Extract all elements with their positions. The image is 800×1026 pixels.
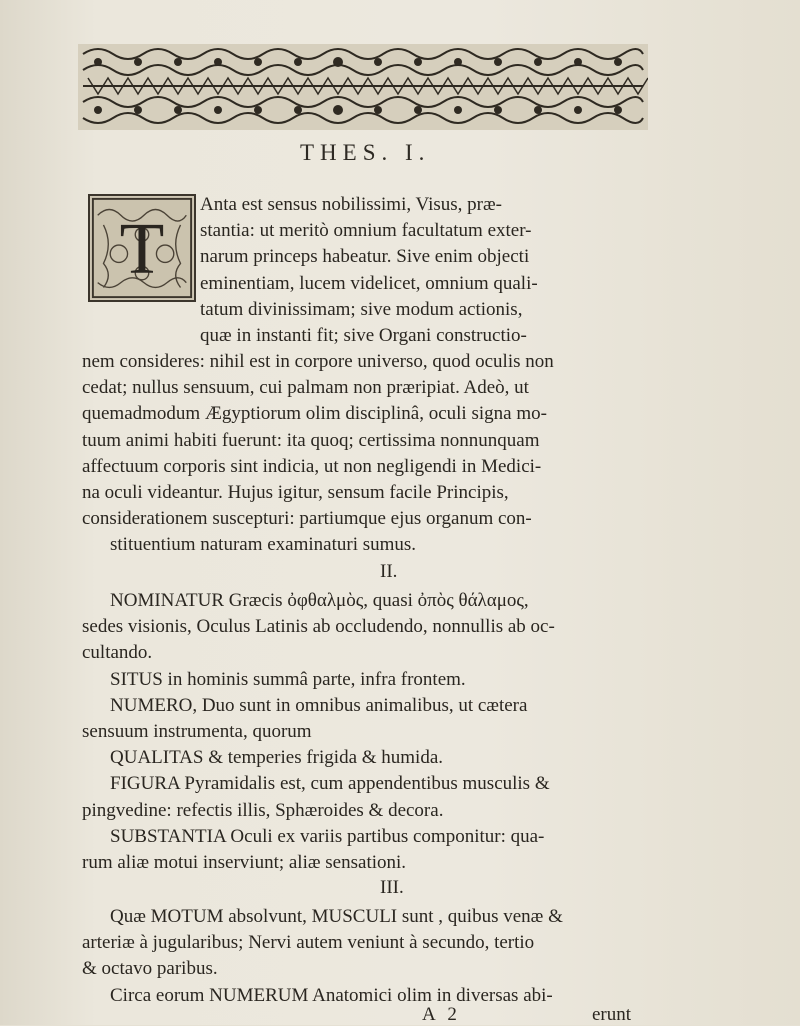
- section-numeral-3: III.: [380, 877, 404, 898]
- text-line: eminentiam, lucem videlicet, omnium quali-: [200, 272, 538, 294]
- text-line: Anta est sensus nobilissimi, Visus, præ-: [200, 194, 502, 215]
- text-line: considerationem suscepturi: partiumque ejus organum con-: [82, 508, 532, 530]
- text-line: sedes visionis, Oculus Latinis ab occludendo, nonnullis ab oc-: [82, 616, 555, 638]
- text-line: FIGURA Pyramidalis est, cum appendentibus musculis &: [110, 773, 550, 795]
- signature-mark: A 2: [422, 1004, 461, 1025]
- ornament-band-graphic: [78, 44, 648, 130]
- text-line: SUBSTANTIA Oculi ex variis partibus componitur: qua-: [110, 825, 545, 847]
- section-2-body: [82, 588, 652, 876]
- page-header-title: THES. I.: [300, 140, 431, 165]
- text-line: & octavo paribus.: [82, 958, 218, 980]
- section-numeral-2: II.: [380, 561, 398, 582]
- text-line: tuum animi habiti fuerunt: ita quoq; certissima nonnunquam: [82, 429, 540, 451]
- text-line: Quæ MOTUM absolvunt, MUSCULI sunt , quibus venæ &: [110, 906, 563, 927]
- text-line: pingvedine: refectis illis, Sphæroides & decora.: [82, 799, 444, 821]
- text-line: tatum divinissimam; sive modum actionis,: [200, 298, 523, 320]
- catchword: erunt: [592, 1004, 632, 1025]
- section-1-body: [82, 349, 652, 559]
- svg-text:T: T: [119, 208, 165, 290]
- text-line: quæ in instanti fit; sive Organi constructio-: [200, 325, 527, 347]
- text-line: QUALITAS & temperies frigida & humida.: [110, 747, 444, 769]
- text-line: nem consideres: nihil est in corpore universo, quod oculis non: [82, 351, 554, 372]
- text-line: stantia: ut meritò omnium facultatum exter-: [200, 220, 532, 242]
- text-line: na oculi videantur. Hujus igitur, sensum facile Principis,: [82, 482, 509, 504]
- text-line: stituentium naturam examinaturi sumus.: [110, 534, 417, 556]
- text-line: cedat; nullus sensuum, cui palmam non præripiat. Adeò, ut: [82, 377, 529, 399]
- text-line: NOMINATUR Græcis ὀφθαλμὸς, quasi ὀπὸς θάλαμος,: [110, 590, 529, 611]
- section-3-body: [82, 904, 652, 1009]
- text-line: affectuum corporis sint indicia, ut non negligendi in Medici-: [82, 455, 542, 477]
- text-line: quemadmodum Ægyptiorum olim disciplinâ, oculi signa mo-: [82, 403, 547, 425]
- headpiece-ornament: [78, 44, 648, 130]
- text-line: sensuum instrumenta, quorum: [82, 721, 312, 743]
- text-line: arteriæ à jugularibus; Nervi autem veniunt à secundo, tertio: [82, 932, 535, 954]
- text-line: SITUS in hominis summâ parte, infra frontem.: [110, 668, 466, 690]
- section-1-opening-lines: [82, 192, 652, 349]
- text-line: NUMERO, Duo sunt in omnibus animalibus, ut cætera: [110, 694, 528, 716]
- text-line: Circa eorum NUMERUM Anatomici olim in diversas abi-: [110, 984, 553, 1006]
- text-line: rum aliæ motui inserviunt; aliæ sensationi.: [82, 852, 407, 874]
- text-line: cultando.: [82, 642, 153, 664]
- text-line: narum princeps habeatur. Sive enim objecti: [200, 246, 530, 268]
